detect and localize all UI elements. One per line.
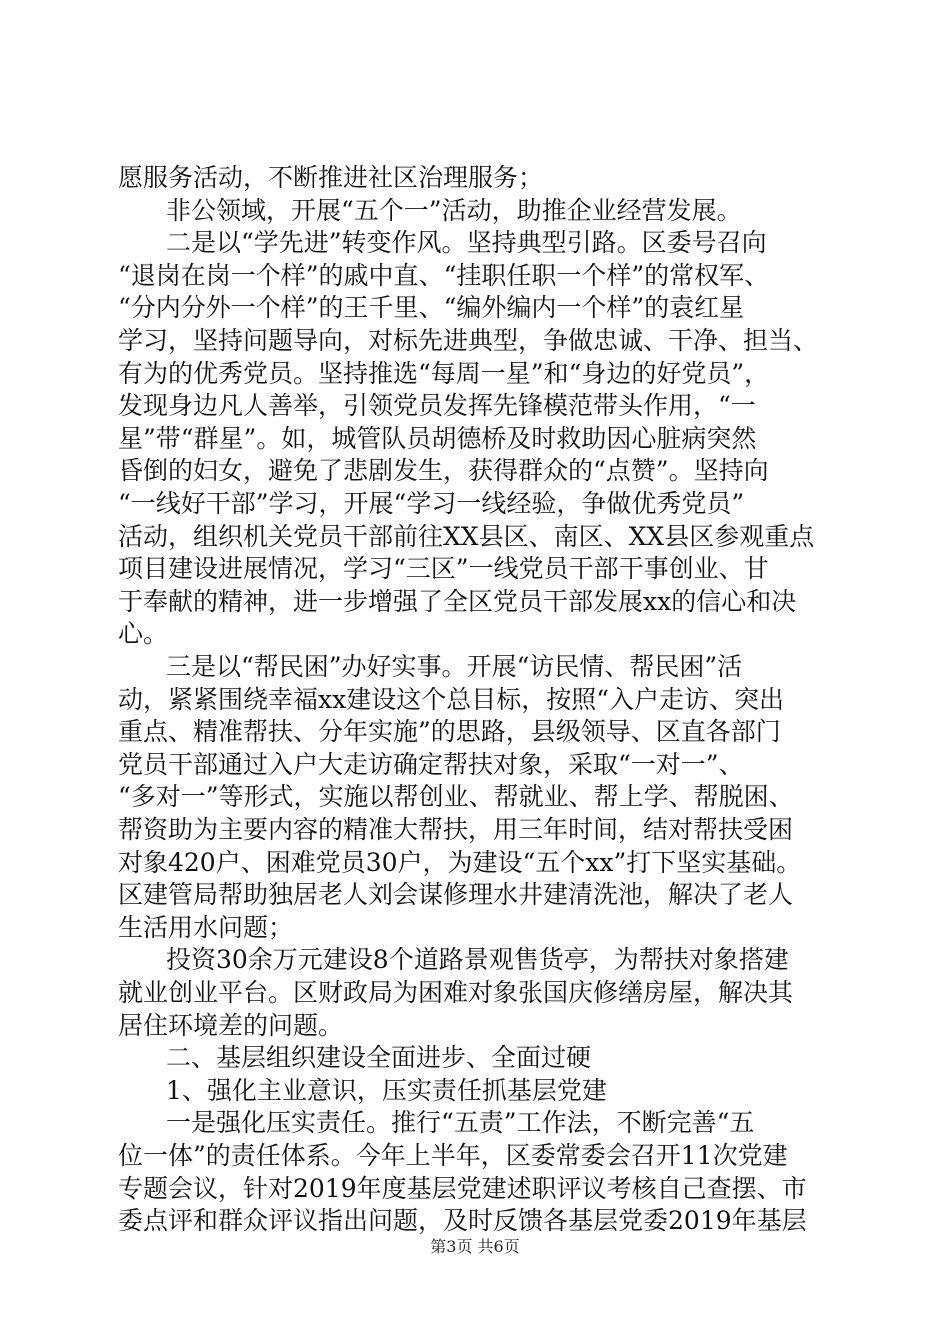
text-line: 星”带“群星”。如，城管队员胡德桥及时救助因心脏病突然 — [118, 424, 757, 453]
text-line: 位一体”的责任体系。今年上半年，区委常委会召开11次党建 — [118, 1141, 788, 1170]
text-line: 活动，组织机关党员干部前往XX县区、南区、XX县区参观重点 — [118, 522, 815, 551]
text-line: 三是以“帮民困”办好实事。开展“访民情、帮民困”活 — [166, 652, 743, 681]
text-line: “退岗在岗一个样”的戚中直、“挂职任职一个样”的常权军、 — [118, 261, 770, 290]
section-heading: 二、基层组织建设全面进步、全面过硬 — [166, 1043, 592, 1072]
text-line: “一线好干部”学习，开展“学习一线经验，争做优秀党员” — [118, 489, 745, 518]
subsection-heading: 1、强化主业意识，压实责任抓基层党建 — [166, 1076, 607, 1105]
text-line: 昏倒的妇女，避免了悲剧发生，获得群众的“点赞”。坚持向 — [118, 456, 769, 485]
text-line: 对象420户、困难党员30户，为建设“五个xx”打下坚实基础。 — [118, 848, 802, 877]
text-line: 于奉献的精神，进一步增强了全区党员干部发展xx的信心和决 — [118, 587, 797, 616]
text-line: 专题会议，针对2019年度基层党建述职评议考核自己查摆、市 — [118, 1174, 807, 1203]
text-line: 区建管局帮助独居老人刘会谋修理水井建清洗池，解决了老人 — [118, 880, 794, 909]
text-line: 就业创业平台。区财政局为困难对象张国庆修缮房屋，解决其 — [118, 978, 794, 1007]
page-number-footer: 第3页 共6页 — [430, 1237, 520, 1256]
text-line: “分内分外一个样”的王千里、“编外编内一个样”的袁红星 — [118, 293, 745, 322]
text-line: 愿服务活动，不断推进社区治理服务； — [118, 163, 544, 192]
text-line: 动，紧紧围绕幸福xx建设这个总目标，按照“入户走访、突出 — [118, 685, 784, 714]
text-line: 心。 — [118, 619, 169, 648]
text-line: 项目建设进展情况，学习“三区”一线党员干部干事创业、甘 — [118, 554, 769, 583]
text-line: 党员干部通过入户大走访确定帮扶对象，采取“一对一”、 — [118, 750, 744, 779]
text-line: 二是以“学先进”转变作风。坚持典型引路。区委号召向 — [166, 228, 767, 257]
text-line: 有为的优秀党员。坚持推选“每周一星”和“身边的好党员”， — [118, 359, 770, 388]
text-line: 重点、精准帮扶、分年实施”的思路，县级领导、区直各部门 — [118, 717, 781, 746]
text-line: 一是强化压实责任。推行“五责”工作法，不断完善“五 — [166, 1108, 755, 1137]
text-line: 学习，坚持问题导向，对标先进典型，争做忠诚、干净、担当、 — [118, 326, 819, 355]
text-line: “多对一”等形式，实施以帮创业、帮就业、帮上学、帮脱困、 — [118, 782, 794, 811]
text-line: 生活用水问题； — [118, 913, 294, 942]
text-line: 委点评和群众评议指出问题，及时反馈各基层党委2019年基层 — [118, 1206, 807, 1235]
text-line: 非公领域，开展“五个一”活动，助推企业经营发展。 — [166, 196, 742, 225]
text-line: 帮资助为主要内容的精准大帮扶，用三年时间，结对帮扶受困 — [118, 815, 794, 844]
text-line: 发现身边凡人善举，引领党员发挥先锋模范带头作用，“一 — [118, 391, 756, 420]
text-line: 居住环境差的问题。 — [118, 1011, 344, 1040]
text-line: 投资30余万元建设8个道路景观售货亭，为帮扶对象搭建 — [166, 945, 789, 974]
